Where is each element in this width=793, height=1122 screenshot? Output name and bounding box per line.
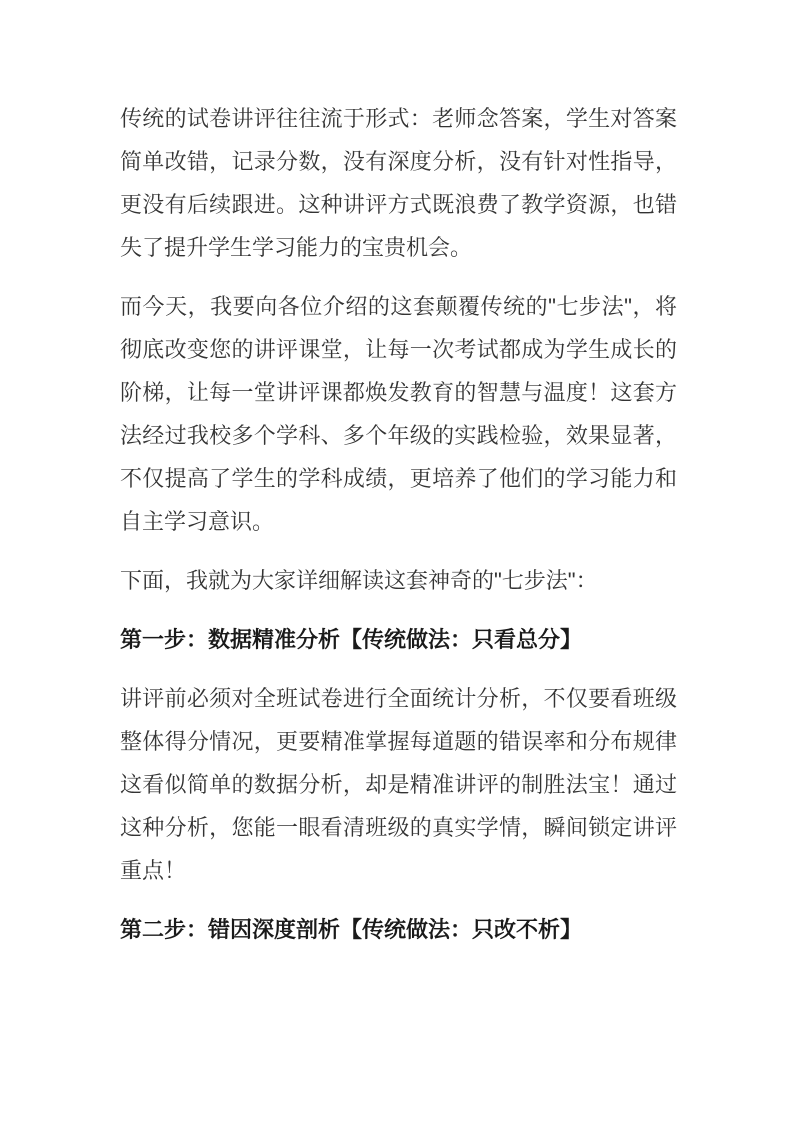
paragraph-step-1-detail: 讲评前必须对全班试卷进行全面统计分析，不仅要看班级整体得分情况，更要精准掌握每道题的错误率和分布规律这看似简单的数据分析，却是精准讲评的制胜法宝！通过这种分析，您能一眼看清班级的真实学情，瞬间锁定讲评重点！ [120, 686, 677, 883]
paragraph-seven-step-introduction: 而今天，我要向各位介绍的这套颠覆传统的"七步法"，将彻底改变您的讲评课堂，让每一次考试都成为学生成长的阶梯，让每一堂讲评课都焕发教育的智慧与温度！这套方法经过我校多个学科、多个年级的实践检验，效果显著，不仅提高了学生的学科成绩，更培养了他们的学习能力和自主学习意识。 [120, 294, 677, 534]
section-heading-step-2: 第二步：错因深度剖析【传统做法：只改不析】 [120, 917, 583, 942]
paragraph-intro-traditional-review: 传统的试卷讲评往往流于形式：老师念答案，学生对答案简单改错，记录分数，没有深度分析，没有针对性指导，更没有后续跟进。这种讲评方式既浪费了教学资源，也错失了提升学生学习能力的宝贵机会。 [120, 106, 677, 260]
paragraph-lead-in: 下面，我就为大家详细解读这套神奇的"七步法"： [120, 568, 598, 593]
section-heading-step-1: 第一步：数据精准分析【传统做法：只看总分】 [120, 627, 583, 652]
